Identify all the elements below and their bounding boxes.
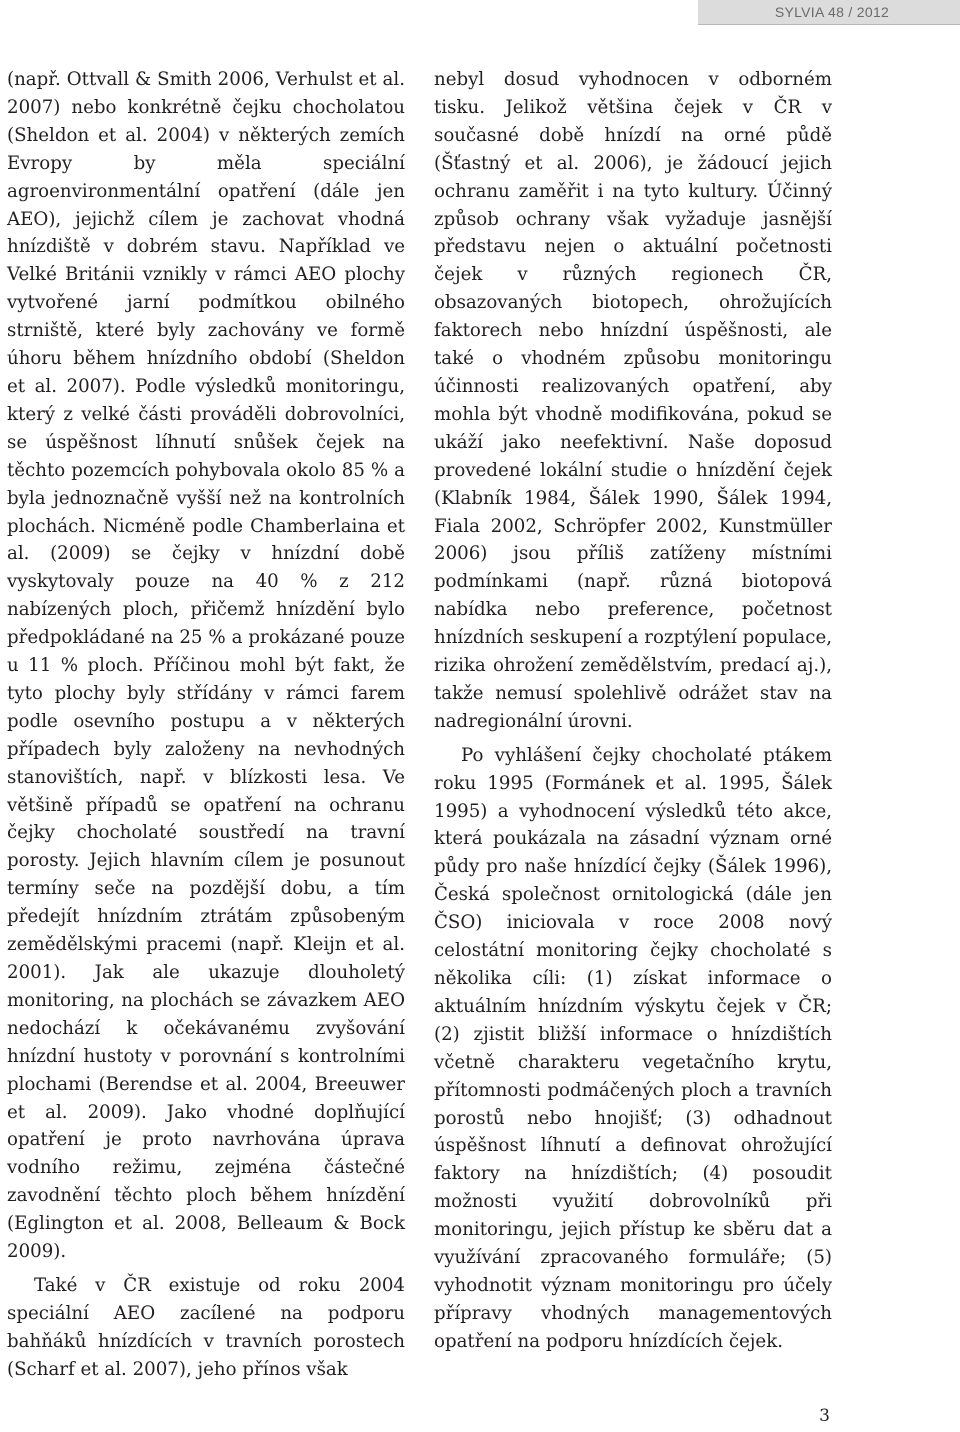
right-paragraph-1: nebyl dosud vyhodnocen v odborném tisku. Jelikož většina čejek v ČR v současné době hnízdí na orné půdě (Šťastný et al. 2006), je žádoucí jejich ochranu zaměřit i na tyto kultury. Účinný způsob ochrany však vyžaduje jasnější představu nejen o aktuální početnosti čejek v různých regionech ČR, obsazovaných biotopech, ohrožujících faktorech nebo hnízdní úspěšnosti, ale také o vhodném způsobu monitoringu účinnosti realizovaných opatření, aby mohla být vhodně modifikována, pokud se ukáží jako neefektivní. Naše doposud provedené lokální studie o hnízdění čejek (Klabník 1984, Šálek 1990, Šálek 1994, Fiala 2002, Schröpfer 2002, Kunstmüller 2006) jsou příliš zatíženy místními podmínkami (např. různá biotopová nabídka nebo preference, početnost hnízdních seskupení a rozptýlení populace, rizika ohrožení zemědělstvím, predací aj.), takže nemusí spolehlivě odrážet stav na nadregionální úrovni. [434, 69, 832, 732]
journal-header-badge [698, 0, 960, 25]
right-paragraph-2: Po vyhlášení čejky chocholaté ptákem roku 1995 (Formánek et al. 1995, Šálek 1995) a vyhodnocení výsledků této akce, která poukázala na zásadní význam orné půdy pro naše hnízdící čejky (Šálek 1996), Česká společnost ornitologická (dále jen ČSO) iniciovala v roce 2008 nový celostátní monitoring čejky chocholaté s několika cíli: (1) získat informace o aktuálním hnízdním výskytu čejek v ČR; (2) zjistit bližší informace o hnízdištích včetně charakteru vegetačního krytu, přítomnosti podmáčených ploch a travních porostů nebo hnojišť; (3) odhadnout úspěšnost líhnutí a definovat ohrožující faktory na hnízdištích; (4) posoudit možnosti využití dobrovolníků při monitoringu, jejich přístup ke sběru dat a využívání zpracovaného formuláře; (5) vyhodnotit význam monitoringu pro účely přípravy vhodných managementových opatření na podporu hnízdících čejek. [434, 744, 832, 1352]
journal-title: SYLVIA 48 / 2012 [774, 4, 890, 20]
left-paragraph-1: (např. Ottvall & Smith 2006, Verhulst et al. 2007) nebo konkrétně čejku chocholatou (Sheldon et al. 2004) v některých zemích Evropy by měla speciální agroenvironmentální opatření (dále jen AEO), jejichž cílem je zachovat vhodná hnízdiště v dobrém stavu. Například ve Velké Británii vznikly v rámci AEO plochy vytvořené jarní podmítkou obilného strniště, které byly zachovány ve formě úhoru během hnízdního období (Sheldon et al. 2007). Podle výsledků monitoringu, který z velké části prováděli dobrovolníci, se úspěšnost líhnutí snůšek čejek na těchto pozemcích pohybovala okolo 85 % a byla jednoznačně vyšší než na kontrolních plochách. Nicméně podle Chamberlaina et al. (2009) se čejky v hnízdní době vyskytovaly pouze na 40 % z 212 nabízených ploch, přičemž hnízdění bylo předpokládané na 25 % a prokázané pouze u 11 % ploch. Příčinou mohl být fakt, že tyto plochy byly střídány v rámci farem podle osevního postupu a v některých případech byly založeny na nevhodných stanovištích, např. v blízkosti lesa. Ve většině případů se opatření na ochranu čejky chocholaté soustředí na travní porosty. Jejich hlavním cílem je posunout termíny seče na pozdější dobu, a tím předejít hnízdním ztrátám způsobeným zemědělskými pracemi (např. Kleijn et al. 2001). Jak ale ukazuje dlouholetý monitoring, na plochách se závazkem AEO nedochází k očekávanému zvyšování hnízdní hustoty v porovnání s kontrolními plochami (Berendse et al. 2004, Breeuwer et al. 2009). Jako vhodné doplňující opatření je proto navrhována úprava vodního režimu, zejména částečné zavodnění těchto ploch během hnízdění (Eglington et al. 2008, Belleaum & Bock 2009). [7, 69, 405, 1263]
left-text-column [7, 66, 405, 1384]
page-number: 3 [819, 1406, 830, 1426]
left-paragraph-2: Také v ČR existuje od roku 2004 speciální AEO zacílené na podporu bahňáků hnízdících v travních porostech (Scharf et al. 2007), jeho přínos však [7, 1274, 405, 1380]
right-text-column [434, 66, 832, 1356]
